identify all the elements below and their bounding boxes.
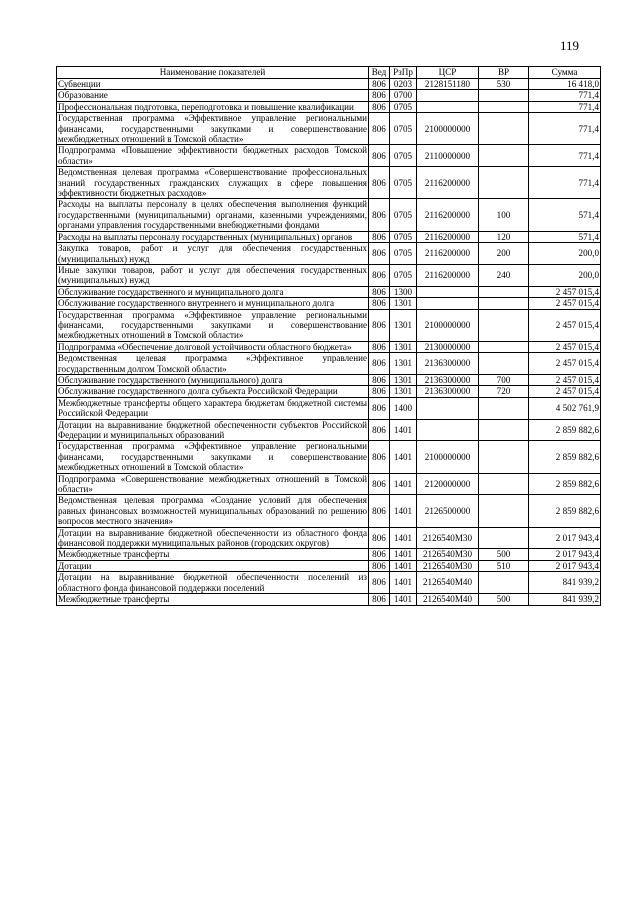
row-csr-cell: 2116200000 — [417, 264, 479, 286]
row-csr-cell: 2120000000 — [417, 473, 479, 495]
table-row — [57, 90, 601, 101]
row-ved-cell: 806 — [369, 473, 390, 495]
row-sum-cell: 200,0 — [529, 264, 601, 286]
row-ved-cell: 806 — [369, 527, 390, 549]
table-row — [57, 441, 601, 473]
row-sum-cell: 571,4 — [529, 231, 601, 242]
row-sum-cell: 771,4 — [529, 145, 601, 167]
row-vr-cell — [479, 286, 529, 297]
row-vr-cell — [479, 341, 529, 352]
row-csr-cell: 2116200000 — [417, 231, 479, 242]
row-name-cell: Ведомственная целевая программа «Совершенствование профессиональных знаний государственных гражданских служащих в сфере повышения эффективности бюджетных расходов» — [58, 167, 367, 199]
row-ved-cell: 806 — [369, 353, 390, 375]
row-vr-cell — [479, 572, 529, 594]
row-vr-cell: 100 — [479, 199, 529, 231]
row-ved-cell: 806 — [369, 113, 390, 145]
row-vr-cell: 200 — [479, 243, 529, 265]
header-rzpr: РзПр — [390, 67, 417, 79]
header-ved: Вед — [369, 67, 390, 79]
row-ved-cell: 806 — [369, 286, 390, 297]
table-row — [57, 101, 601, 112]
table-row — [57, 527, 601, 549]
row-ved-cell: 806 — [369, 167, 390, 199]
row-vr-cell: 120 — [479, 231, 529, 242]
row-sum-cell: 2 457 015,4 — [529, 298, 601, 309]
row-rzpr-cell: 1301 — [390, 298, 417, 309]
row-ved-cell: 806 — [369, 243, 390, 265]
table-row — [57, 199, 601, 231]
row-name-cell: Расходы на выплаты персоналу государственных (муниципальных) органов — [57, 231, 369, 242]
row-name-cell: Обслуживание государственного внутреннего и муниципального долга — [57, 298, 369, 309]
table-row — [57, 79, 601, 90]
row-sum-cell: 2 859 882,6 — [529, 473, 601, 495]
row-ved-cell: 806 — [369, 594, 390, 605]
table-row — [57, 145, 601, 167]
row-sum-cell: 771,4 — [529, 113, 601, 145]
row-name-cell: Обслуживание государственного и муниципального долга — [57, 286, 369, 297]
row-vr-cell — [479, 473, 529, 495]
row-ved-cell: 806 — [369, 374, 390, 385]
row-rzpr-cell: 1401 — [390, 495, 417, 527]
row-ved-cell: 806 — [369, 145, 390, 167]
table-row — [57, 572, 601, 594]
row-name-cell: Подпрограмма «Совершенствование межбюджетных отношений в Томской области» — [58, 473, 367, 495]
row-name-cell: Ведомственная целевая программа «Эффективное управление государственным долгом Томской области» — [58, 353, 367, 374]
row-sum-cell: 771,4 — [529, 90, 601, 101]
row-name-cell: Межбюджетные трансферты — [57, 594, 369, 605]
row-csr-cell: 2126540М40 — [417, 572, 479, 594]
row-sum-cell: 200,0 — [529, 243, 601, 265]
row-sum-cell: 2 457 015,4 — [529, 286, 601, 297]
row-rzpr-cell: 1401 — [390, 441, 417, 473]
row-vr-cell — [479, 441, 529, 473]
row-csr-cell — [417, 397, 479, 419]
row-rzpr-cell: 0705 — [390, 231, 417, 242]
row-sum-cell: 2 017 943,4 — [529, 549, 601, 560]
row-rzpr-cell: 1301 — [390, 386, 417, 397]
row-name-cell: Дотации на выравнивание бюджетной обеспеченности из областного фонда финансовой поддержки муниципальных районов (городских округов) — [58, 527, 367, 549]
header-csr: ЦСР — [417, 67, 479, 79]
header-sum: Сумма — [529, 67, 601, 79]
row-csr-cell: 2128151180 — [417, 79, 479, 90]
row-csr-cell: 2136300000 — [417, 374, 479, 385]
table-row — [57, 549, 601, 560]
row-csr-cell — [417, 298, 479, 309]
row-name-cell: Государственная программа «Эффективное управление региональными финансами, государственными закупками и совершенствование межбюджетных отношений в Томской области» — [58, 113, 367, 145]
row-csr-cell — [417, 101, 479, 112]
row-rzpr-cell: 0705 — [390, 264, 417, 286]
row-name-cell: Дотации на выравнивание бюджетной обеспеченности поселений из областного фонда финансовой поддержки поселений — [58, 572, 367, 593]
row-csr-cell: 2116200000 — [417, 199, 479, 231]
row-rzpr-cell: 1300 — [390, 286, 417, 297]
table-body — [57, 79, 601, 606]
row-vr-cell — [479, 101, 529, 112]
row-ved-cell: 806 — [369, 441, 390, 473]
table-row — [57, 473, 601, 495]
table-row — [57, 560, 601, 571]
row-csr-cell: 2116200000 — [417, 243, 479, 265]
table-row — [57, 113, 601, 145]
row-csr-cell: 2126540М30 — [417, 560, 479, 571]
row-vr-cell — [479, 298, 529, 309]
row-rzpr-cell: 1301 — [390, 341, 417, 352]
row-vr-cell: 720 — [479, 386, 529, 397]
row-name-cell: Дотации на выравнивание бюджетной обеспеченности субъектов Российской Федерации и муниципальных образований — [58, 419, 367, 440]
row-sum-cell: 2 859 882,6 — [529, 495, 601, 527]
row-rzpr-cell: 1301 — [390, 374, 417, 385]
table-row — [57, 353, 601, 375]
row-rzpr-cell: 1401 — [390, 527, 417, 549]
row-name-cell: Государственная программа «Эффективное управление региональными финансами, государственными закупками и совершенствование межбюджетных отношений в Томской области» — [58, 441, 367, 473]
row-sum-cell: 4 502 761,9 — [529, 397, 601, 419]
row-name-cell: Дотации — [57, 560, 369, 571]
row-ved-cell: 806 — [369, 495, 390, 527]
row-sum-cell: 771,4 — [529, 101, 601, 112]
row-vr-cell — [479, 397, 529, 419]
row-name-cell: Подпрограмма «Повышение эффективности бюджетных расходов Томской области» — [58, 145, 367, 166]
row-name-cell: Обслуживание государственного (муниципального) долга — [57, 374, 369, 385]
table-row — [57, 419, 601, 441]
row-ved-cell: 806 — [369, 549, 390, 560]
row-ved-cell: 806 — [369, 386, 390, 397]
table-row — [57, 243, 601, 265]
row-name-cell: Ведомственная целевая программа «Создание условий для обеспечения равных финансовых возможностей муниципальных образований по решению вопросов местного значения» — [58, 495, 367, 527]
row-name-cell: Государственная программа «Эффективное управление региональными финансами, государственными закупками и совершенствование межбюджетных отношений в Томской области» — [58, 309, 367, 341]
row-sum-cell: 2 859 882,6 — [529, 419, 601, 441]
row-ved-cell: 806 — [369, 572, 390, 594]
row-rzpr-cell: 0705 — [390, 167, 417, 199]
table-row — [57, 264, 601, 286]
row-rzpr-cell: 0705 — [390, 113, 417, 145]
row-rzpr-cell: 0705 — [390, 243, 417, 265]
row-name-cell: Профессиональная подготовка, переподготовка и повышение квалификации — [57, 101, 369, 112]
row-rzpr-cell: 0705 — [390, 101, 417, 112]
row-csr-cell: 2100000000 — [417, 309, 479, 341]
row-rzpr-cell: 0203 — [390, 79, 417, 90]
row-sum-cell: 2 017 943,4 — [529, 527, 601, 549]
row-vr-cell — [479, 167, 529, 199]
row-ved-cell: 806 — [369, 264, 390, 286]
row-ved-cell: 806 — [369, 79, 390, 90]
row-ved-cell: 806 — [369, 90, 390, 101]
row-vr-cell — [479, 495, 529, 527]
table-row — [57, 397, 601, 419]
row-vr-cell: 500 — [479, 549, 529, 560]
header-name: Наименование показателей — [57, 67, 369, 79]
row-name-cell: Межбюджетные трансферты — [57, 549, 369, 560]
row-sum-cell: 841 939,2 — [529, 594, 601, 605]
header-vr: ВР — [479, 67, 529, 79]
table-row — [57, 374, 601, 385]
row-sum-cell: 2 457 015,4 — [529, 386, 601, 397]
row-sum-cell: 2 457 015,4 — [529, 374, 601, 385]
row-csr-cell: 2126500000 — [417, 495, 479, 527]
row-sum-cell: 2 017 943,4 — [529, 560, 601, 571]
row-csr-cell: 2130000000 — [417, 341, 479, 352]
row-name-cell: Расходы на выплаты персоналу в целях обеспечения выполнения функций государственными (муниципальными) органами, казенными учреждениями, органами управления государственными внебюджетными фондами — [58, 199, 367, 231]
row-rzpr-cell: 1401 — [390, 473, 417, 495]
table-row — [57, 341, 601, 352]
row-sum-cell: 841 939,2 — [529, 572, 601, 594]
table-row — [57, 167, 601, 199]
row-rzpr-cell: 1301 — [390, 353, 417, 375]
row-name-cell: Образование — [57, 90, 369, 101]
row-ved-cell: 806 — [369, 199, 390, 231]
row-rzpr-cell: 0705 — [390, 199, 417, 231]
row-vr-cell — [479, 113, 529, 145]
row-rzpr-cell: 1401 — [390, 419, 417, 441]
row-csr-cell — [417, 286, 479, 297]
row-sum-cell: 771,4 — [529, 167, 601, 199]
row-ved-cell: 806 — [369, 419, 390, 441]
row-rzpr-cell: 1401 — [390, 549, 417, 560]
budget-table — [56, 66, 601, 606]
row-sum-cell: 16 418,0 — [529, 79, 601, 90]
row-csr-cell: 2136300000 — [417, 386, 479, 397]
row-name-cell: Закупка товаров, работ и услуг для обеспечения государственных (муниципальных) нужд — [58, 243, 367, 264]
row-csr-cell: 2116200000 — [417, 167, 479, 199]
row-rzpr-cell: 1301 — [390, 309, 417, 341]
row-vr-cell: 530 — [479, 79, 529, 90]
row-sum-cell: 2 457 015,4 — [529, 353, 601, 375]
page-number: 119 — [560, 38, 580, 53]
table-row — [57, 594, 601, 605]
row-rzpr-cell: 0705 — [390, 145, 417, 167]
row-vr-cell — [479, 527, 529, 549]
row-vr-cell — [479, 419, 529, 441]
row-vr-cell — [479, 145, 529, 167]
row-sum-cell: 2 457 015,4 — [529, 309, 601, 341]
row-csr-cell: 2136300000 — [417, 353, 479, 375]
row-csr-cell: 2126540М30 — [417, 549, 479, 560]
row-ved-cell: 806 — [369, 560, 390, 571]
table-row — [57, 286, 601, 297]
table-row — [57, 231, 601, 242]
row-csr-cell: 2100000000 — [417, 441, 479, 473]
row-name-cell: Межбюджетные трансферты общего характера бюджетам бюджетной системы Российской Федерации — [58, 397, 367, 419]
row-name-cell: Иные закупки товаров, работ и услуг для обеспечения государственных (муниципальных) нужд — [58, 264, 367, 286]
row-csr-cell: 2126540М40 — [417, 594, 479, 605]
row-rzpr-cell: 1401 — [390, 560, 417, 571]
row-sum-cell: 571,4 — [529, 199, 601, 231]
row-rzpr-cell: 1401 — [390, 572, 417, 594]
row-ved-cell: 806 — [369, 397, 390, 419]
row-vr-cell — [479, 90, 529, 101]
row-csr-cell — [417, 419, 479, 441]
row-ved-cell: 806 — [369, 101, 390, 112]
row-vr-cell — [479, 353, 529, 375]
row-csr-cell: 2126540М30 — [417, 527, 479, 549]
row-csr-cell: 2110000000 — [417, 145, 479, 167]
row-vr-cell: 240 — [479, 264, 529, 286]
row-sum-cell: 2 457 015,4 — [529, 341, 601, 352]
row-name-cell: Подпрограмма «Обеспечение долговой устойчивости областного бюджета» — [57, 341, 369, 352]
row-ved-cell: 806 — [369, 341, 390, 352]
row-csr-cell: 2100000000 — [417, 113, 479, 145]
row-ved-cell: 806 — [369, 298, 390, 309]
row-rzpr-cell: 0700 — [390, 90, 417, 101]
row-rzpr-cell: 1401 — [390, 594, 417, 605]
table-row — [57, 298, 601, 309]
row-rzpr-cell: 1400 — [390, 397, 417, 419]
row-ved-cell: 806 — [369, 231, 390, 242]
table-row — [57, 495, 601, 527]
row-name-cell: Субвенции — [57, 79, 369, 90]
table-row — [57, 386, 601, 397]
row-vr-cell: 500 — [479, 594, 529, 605]
row-vr-cell — [479, 309, 529, 341]
row-vr-cell: 510 — [479, 560, 529, 571]
row-vr-cell: 700 — [479, 374, 529, 385]
row-name-cell: Обслуживание государственного долга субъекта Российской Федерации — [57, 386, 369, 397]
table-header-row — [57, 67, 601, 79]
table-row — [57, 309, 601, 341]
row-ved-cell: 806 — [369, 309, 390, 341]
row-sum-cell: 2 859 882,6 — [529, 441, 601, 473]
row-csr-cell — [417, 90, 479, 101]
